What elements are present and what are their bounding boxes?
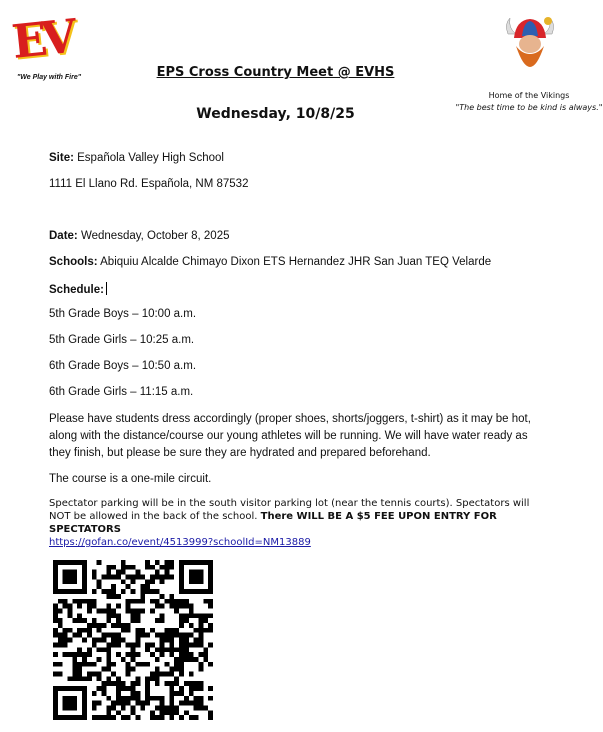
ev-logo-caption: "We Play with Fire" <box>16 74 82 81</box>
qr-code[interactable] <box>52 560 214 720</box>
schedule-item: 5th Grade Boys – 10:00 a.m. <box>49 308 197 320</box>
page-title: EPS Cross Country Meet @ EVHS <box>156 65 395 80</box>
schedule-item: 5th Grade Girls – 10:25 a.m. <box>49 334 195 346</box>
schedule-label: Schedule: <box>49 282 107 296</box>
dress-note: Please have students dress accordingly (proper shoes, shorts/joggers, t-shirt) as it may be hot, along with the distance/course our young athletes will be running. We will have water ready as they finish, but please be sure they are hydrated and prepared beforehand. <box>49 413 531 459</box>
address-line: 1111 El Llano Rd. Española, NM 87532 <box>49 178 249 190</box>
course-note: The course is a one-mile circuit. <box>49 473 212 485</box>
schedule-item: 6th Grade Boys – 10:50 a.m. <box>49 360 197 372</box>
date-heading: Wednesday, 10/8/25 <box>196 106 355 122</box>
ticket-link[interactable]: https://gofan.co/event/4513999?schoolId=NM13889 <box>49 537 311 548</box>
ev-logo: EV <box>9 9 74 69</box>
schedule-item: 6th Grade Girls – 11:15 a.m. <box>49 386 194 398</box>
parking-note: Spectator parking will be in the south visitor parking lot (near the tennis courts). Spectators will NOT be allowed in the back of the school. There WILL BE A $5 FEE UPON ENTRY FOR SPECTATORS https://gofan.co/event/4513999?schoolId=NM13889 <box>49 498 530 548</box>
date-line: Date: Wednesday, October 8, 2025 <box>49 230 230 242</box>
text-cursor <box>106 282 107 295</box>
viking-logo-caption: Home of the Vikings "The best time to be kind is always." <box>455 91 603 112</box>
site-line: Site: Española Valley High School <box>49 152 224 164</box>
schools-line: Schools: Abiquiu Alcalde Chimayo Dixon ETS Hernandez JHR San Juan TEQ Velarde <box>49 256 492 268</box>
